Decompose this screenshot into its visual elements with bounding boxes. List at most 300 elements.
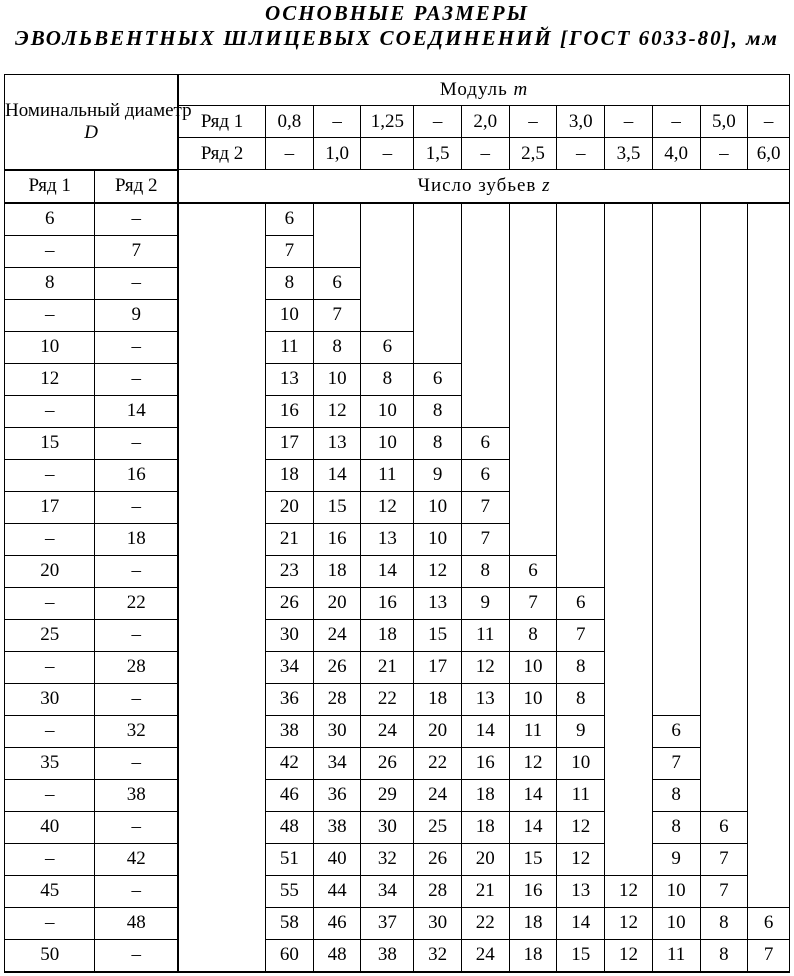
module-value: 0,8 — [265, 106, 313, 138]
teeth-count-cell: 24 — [461, 939, 509, 972]
teeth-count-cell: 7 — [748, 939, 790, 972]
diameter-row2-value: – — [95, 683, 178, 715]
spacer-cell — [178, 203, 265, 236]
nominal-diameter-header — [5, 75, 192, 170]
teeth-count-cell — [605, 683, 653, 715]
teeth-count-cell — [461, 267, 509, 299]
teeth-count-cell — [748, 683, 790, 715]
teeth-count-cell: 7 — [509, 587, 557, 619]
module-symbol: m — [513, 79, 529, 100]
teeth-count-cell — [605, 715, 653, 747]
teeth-count-cell: 12 — [605, 875, 653, 907]
teeth-count-cell: 6 — [652, 715, 700, 747]
diameter-row1-value: 15 — [5, 427, 95, 459]
teeth-count-cell: 14 — [313, 459, 361, 491]
teeth-count-symbol: z — [542, 174, 551, 196]
teeth-count-cell — [652, 363, 700, 395]
teeth-count-cell: 18 — [461, 779, 509, 811]
module-value: – — [652, 106, 700, 138]
teeth-count-cell: 15 — [414, 619, 462, 651]
spacer-cell — [178, 619, 265, 651]
teeth-count-cell — [605, 459, 653, 491]
teeth-count-cell: 7 — [700, 875, 748, 907]
diameter-row1-value: 35 — [5, 747, 95, 779]
teeth-count-cell — [557, 299, 605, 331]
teeth-count-cell: 12 — [361, 491, 414, 523]
teeth-count-cell: 34 — [265, 651, 313, 683]
module-value: – — [461, 138, 509, 170]
teeth-count-cell: 18 — [313, 555, 361, 587]
spacer-cell — [178, 235, 265, 267]
teeth-count-cell — [605, 235, 653, 267]
diameter-row2-value: – — [95, 363, 178, 395]
teeth-count-cell: 8 — [509, 619, 557, 651]
teeth-count-cell: 51 — [265, 843, 313, 875]
teeth-count-cell: 58 — [265, 907, 313, 939]
teeth-count-cell — [700, 779, 748, 811]
module-value: – — [509, 106, 557, 138]
teeth-count-cell — [509, 363, 557, 395]
teeth-count-cell: 6 — [265, 203, 313, 236]
teeth-count-cell: 20 — [313, 587, 361, 619]
module-value: – — [605, 106, 653, 138]
teeth-count-cell: 11 — [652, 939, 700, 972]
spacer-cell — [178, 651, 265, 683]
teeth-count-cell: 12 — [605, 907, 653, 939]
teeth-count-cell: 21 — [461, 875, 509, 907]
spacer-cell — [178, 843, 265, 875]
teeth-count-cell: 20 — [414, 715, 462, 747]
teeth-count-cell — [361, 235, 414, 267]
diameter-row1-value: – — [5, 779, 95, 811]
teeth-count-cell — [700, 587, 748, 619]
diameter-row1-value: – — [5, 395, 95, 427]
teeth-count-cell — [700, 747, 748, 779]
table-row — [5, 299, 790, 331]
teeth-count-cell — [700, 651, 748, 683]
teeth-count-cell — [605, 747, 653, 779]
teeth-count-cell: 26 — [414, 843, 462, 875]
diameter-row2-value: – — [95, 555, 178, 587]
teeth-count-cell: 36 — [313, 779, 361, 811]
module-value: – — [748, 106, 790, 138]
table-row — [5, 747, 790, 779]
teeth-count-cell — [748, 715, 790, 747]
teeth-count-cell: 12 — [605, 939, 653, 972]
teeth-count-cell: 8 — [652, 779, 700, 811]
teeth-count-cell: 8 — [652, 811, 700, 843]
diameter-row1-value: 8 — [5, 267, 95, 299]
teeth-count-cell — [748, 395, 790, 427]
diameter-row1-value: 10 — [5, 331, 95, 363]
teeth-count-cell: 8 — [361, 363, 414, 395]
teeth-count-cell: 34 — [361, 875, 414, 907]
teeth-count-cell: 10 — [509, 683, 557, 715]
teeth-count-cell — [509, 203, 557, 236]
teeth-count-cell — [700, 299, 748, 331]
teeth-count-cell — [509, 235, 557, 267]
table-title-line2: ЭВОЛЬВЕНТНЫХ ШЛИЦЕВЫХ СОЕДИНЕНИЙ [ГОСТ 6033-80], мм — [15, 26, 779, 50]
teeth-count-cell — [652, 555, 700, 587]
teeth-count-cell: 12 — [461, 651, 509, 683]
teeth-count-cell — [700, 203, 748, 236]
teeth-count-cell: 6 — [700, 811, 748, 843]
teeth-count-cell — [652, 395, 700, 427]
module-value: – — [700, 138, 748, 170]
teeth-count-cell: 9 — [414, 459, 462, 491]
module-value: 2,0 — [461, 106, 509, 138]
teeth-count-cell — [361, 203, 414, 236]
teeth-count-cell — [652, 267, 700, 299]
teeth-count-cell — [748, 267, 790, 299]
teeth-count-cell: 16 — [361, 587, 414, 619]
table-row — [5, 491, 790, 523]
table-row — [5, 267, 790, 299]
teeth-count-cell — [652, 459, 700, 491]
teeth-count-cell: 8 — [461, 555, 509, 587]
module-value: – — [557, 138, 605, 170]
teeth-count-cell — [414, 203, 462, 236]
teeth-count-cell: 17 — [414, 651, 462, 683]
teeth-count-cell: 25 — [414, 811, 462, 843]
teeth-count-cell: 26 — [361, 747, 414, 779]
teeth-count-cell — [509, 299, 557, 331]
teeth-count-cell: 18 — [509, 939, 557, 972]
teeth-count-cell — [557, 203, 605, 236]
teeth-count-cell — [605, 267, 653, 299]
teeth-count-cell — [748, 523, 790, 555]
teeth-count-cell: 9 — [461, 587, 509, 619]
diameter-row1-value: 25 — [5, 619, 95, 651]
teeth-count-cell: 13 — [313, 427, 361, 459]
nominal-diameter-symbol: D — [84, 121, 98, 143]
diameter-row1-value: – — [5, 523, 95, 555]
teeth-count-cell: 26 — [265, 587, 313, 619]
teeth-count-cell — [700, 619, 748, 651]
module-label: Модуль — [439, 79, 508, 100]
teeth-count-cell: 46 — [313, 907, 361, 939]
table-row — [5, 779, 790, 811]
teeth-count-cell — [700, 235, 748, 267]
teeth-count-cell — [748, 555, 790, 587]
teeth-count-cell: 38 — [265, 715, 313, 747]
teeth-count-cell: 34 — [313, 747, 361, 779]
teeth-count-cell: 12 — [414, 555, 462, 587]
teeth-count-cell: 7 — [461, 491, 509, 523]
teeth-count-cell: 48 — [265, 811, 313, 843]
teeth-count-cell: 10 — [265, 299, 313, 331]
spacer-cell — [178, 779, 265, 811]
teeth-count-cell: 7 — [265, 235, 313, 267]
table-row — [5, 331, 790, 363]
teeth-count-cell: 6 — [361, 331, 414, 363]
teeth-count-cell — [414, 299, 462, 331]
teeth-count-cell: 12 — [557, 811, 605, 843]
table-row — [5, 587, 790, 619]
table-row — [5, 875, 790, 907]
teeth-count-cell: 7 — [313, 299, 361, 331]
diameter-row2-value: – — [95, 331, 178, 363]
teeth-count-cell — [652, 299, 700, 331]
teeth-count-cell: 15 — [313, 491, 361, 523]
teeth-count-cell: 32 — [414, 939, 462, 972]
diameter-row2-value: 18 — [95, 523, 178, 555]
module-row2-label: Ряд 2 — [178, 138, 265, 170]
teeth-count-cell — [605, 491, 653, 523]
diameter-row2-value: – — [95, 939, 178, 972]
teeth-count-cell — [605, 299, 653, 331]
teeth-count-cell — [700, 555, 748, 587]
spacer-cell — [178, 811, 265, 843]
teeth-count-cell — [313, 235, 361, 267]
teeth-count-cell: 8 — [414, 395, 462, 427]
teeth-count-cell — [748, 299, 790, 331]
module-value: 1,5 — [414, 138, 462, 170]
diameter-row2-value: – — [95, 427, 178, 459]
teeth-count-cell — [605, 555, 653, 587]
diameter-row1-value: 12 — [5, 363, 95, 395]
module-value: 5,0 — [700, 106, 748, 138]
diameter-row1-value: 20 — [5, 555, 95, 587]
diameter-row2-value: 48 — [95, 907, 178, 939]
spacer-cell — [178, 427, 265, 459]
teeth-count-cell: 28 — [313, 683, 361, 715]
teeth-count-cell — [748, 363, 790, 395]
teeth-count-cell: 22 — [414, 747, 462, 779]
teeth-count-cell: 15 — [557, 939, 605, 972]
teeth-count-cell: 22 — [461, 907, 509, 939]
teeth-count-cell: 14 — [509, 779, 557, 811]
teeth-count-cell: 8 — [265, 267, 313, 299]
table-row — [5, 395, 790, 427]
teeth-count-cell: 10 — [652, 875, 700, 907]
teeth-count-cell: 18 — [265, 459, 313, 491]
teeth-count-cell: 26 — [313, 651, 361, 683]
diameter-row2-value: 22 — [95, 587, 178, 619]
teeth-count-cell — [605, 779, 653, 811]
teeth-count-cell: 10 — [414, 523, 462, 555]
spacer-cell — [178, 299, 265, 331]
table-row — [5, 683, 790, 715]
teeth-count-cell — [652, 491, 700, 523]
teeth-count-cell — [557, 459, 605, 491]
teeth-count-cell: 12 — [509, 747, 557, 779]
teeth-count-cell — [700, 427, 748, 459]
spacer-cell — [178, 683, 265, 715]
diameter-row2-value: 14 — [95, 395, 178, 427]
teeth-count-cell — [605, 331, 653, 363]
teeth-count-header — [178, 170, 789, 203]
teeth-count-cell: 8 — [700, 939, 748, 972]
teeth-count-cell: 14 — [361, 555, 414, 587]
teeth-count-cell: 21 — [361, 651, 414, 683]
diameter-row1-header: Ряд 1 — [5, 170, 95, 203]
teeth-count-cell — [748, 747, 790, 779]
spacer-cell — [178, 491, 265, 523]
teeth-count-cell — [652, 683, 700, 715]
table-row — [5, 459, 790, 491]
teeth-count-cell — [748, 875, 790, 907]
diameter-row1-value: – — [5, 651, 95, 683]
table-row — [5, 843, 790, 875]
module-value: 2,5 — [509, 138, 557, 170]
diameter-row2-header: Ряд 2 — [95, 170, 178, 203]
teeth-count-cell — [748, 619, 790, 651]
teeth-count-cell: 8 — [557, 651, 605, 683]
diameter-row2-value: 32 — [95, 715, 178, 747]
table-row — [5, 619, 790, 651]
spacer-cell — [178, 555, 265, 587]
teeth-count-cell — [748, 811, 790, 843]
module-value: – — [313, 106, 361, 138]
spacer-cell — [178, 331, 265, 363]
table-row — [5, 651, 790, 683]
teeth-count-cell: 11 — [509, 715, 557, 747]
table-row — [5, 715, 790, 747]
teeth-count-cell: 13 — [265, 363, 313, 395]
teeth-count-cell — [414, 267, 462, 299]
teeth-count-cell — [700, 459, 748, 491]
diameter-row2-value: – — [95, 619, 178, 651]
teeth-count-cell: 23 — [265, 555, 313, 587]
table-row — [5, 939, 790, 972]
teeth-count-cell — [700, 363, 748, 395]
teeth-count-cell — [652, 331, 700, 363]
diameter-row2-value: 7 — [95, 235, 178, 267]
table-row — [5, 363, 790, 395]
spacer-cell — [178, 875, 265, 907]
teeth-count-cell — [652, 235, 700, 267]
teeth-count-cell — [605, 843, 653, 875]
module-value: 1,25 — [361, 106, 414, 138]
teeth-count-cell: 15 — [509, 843, 557, 875]
teeth-count-cell — [700, 267, 748, 299]
teeth-count-cell: 42 — [265, 747, 313, 779]
teeth-count-cell: 8 — [700, 907, 748, 939]
teeth-count-cell — [557, 427, 605, 459]
teeth-count-cell — [748, 203, 790, 236]
teeth-count-cell: 9 — [652, 843, 700, 875]
teeth-count-cell: 11 — [265, 331, 313, 363]
diameter-row2-value: – — [95, 267, 178, 299]
teeth-count-cell — [605, 395, 653, 427]
teeth-count-cell: 60 — [265, 939, 313, 972]
teeth-count-cell: 18 — [461, 811, 509, 843]
table-row — [5, 203, 790, 236]
teeth-count-cell: 8 — [313, 331, 361, 363]
teeth-count-cell — [557, 267, 605, 299]
teeth-count-cell: 10 — [509, 651, 557, 683]
teeth-count-cell — [461, 203, 509, 236]
diameter-row1-value: – — [5, 843, 95, 875]
teeth-count-cell — [509, 427, 557, 459]
teeth-count-cell: 6 — [509, 555, 557, 587]
teeth-count-cell: 10 — [361, 395, 414, 427]
teeth-count-cell: 37 — [361, 907, 414, 939]
teeth-count-cell — [557, 331, 605, 363]
teeth-count-cell: 30 — [414, 907, 462, 939]
teeth-count-cell: 6 — [414, 363, 462, 395]
diameter-row2-value: – — [95, 811, 178, 843]
table-row — [5, 555, 790, 587]
teeth-count-cell — [700, 491, 748, 523]
spacer-cell — [178, 395, 265, 427]
teeth-count-cell: 12 — [557, 843, 605, 875]
teeth-count-cell — [557, 363, 605, 395]
spacer-cell — [178, 715, 265, 747]
spacer-cell — [178, 267, 265, 299]
teeth-count-cell — [557, 491, 605, 523]
teeth-count-cell: 24 — [414, 779, 462, 811]
diameter-row2-value: 38 — [95, 779, 178, 811]
spacer-cell — [178, 459, 265, 491]
teeth-count-cell — [652, 587, 700, 619]
diameter-row1-value: – — [5, 715, 95, 747]
diameter-row1-value: 45 — [5, 875, 95, 907]
spacer-cell — [178, 523, 265, 555]
teeth-count-cell: 10 — [557, 747, 605, 779]
teeth-count-cell — [509, 491, 557, 523]
diameter-row1-value: 50 — [5, 939, 95, 972]
teeth-count-cell: 20 — [265, 491, 313, 523]
teeth-count-cell — [748, 427, 790, 459]
teeth-count-cell: 14 — [461, 715, 509, 747]
diameter-row1-value: – — [5, 587, 95, 619]
teeth-count-cell: 24 — [361, 715, 414, 747]
diameter-row2-value: – — [95, 491, 178, 523]
module-value: – — [361, 138, 414, 170]
teeth-count-cell — [509, 395, 557, 427]
diameter-row1-value: 6 — [5, 203, 95, 236]
teeth-count-cell: 12 — [313, 395, 361, 427]
teeth-count-cell — [605, 523, 653, 555]
diameter-row1-value: – — [5, 907, 95, 939]
teeth-count-cell: 18 — [414, 683, 462, 715]
teeth-count-cell — [605, 363, 653, 395]
teeth-count-cell — [605, 619, 653, 651]
teeth-count-cell: 32 — [361, 843, 414, 875]
teeth-count-cell: 20 — [461, 843, 509, 875]
teeth-count-cell — [605, 203, 653, 236]
diameter-row1-value: 17 — [5, 491, 95, 523]
diameter-row2-value: 42 — [95, 843, 178, 875]
teeth-count-cell: 46 — [265, 779, 313, 811]
teeth-count-cell: 10 — [313, 363, 361, 395]
teeth-count-cell: 38 — [361, 939, 414, 972]
diameter-row2-value: 28 — [95, 651, 178, 683]
teeth-count-cell — [361, 299, 414, 331]
teeth-count-cell — [461, 299, 509, 331]
table-title-line1: ОСНОВНЫЕ РАЗМЕРЫ — [265, 1, 529, 25]
teeth-count-cell — [557, 523, 605, 555]
module-value: 3,5 — [605, 138, 653, 170]
teeth-count-cell — [509, 523, 557, 555]
teeth-count-cell — [748, 491, 790, 523]
teeth-count-cell: 16 — [509, 875, 557, 907]
teeth-count-cell: 8 — [414, 427, 462, 459]
teeth-count-cell: 40 — [313, 843, 361, 875]
teeth-count-cell: 7 — [461, 523, 509, 555]
teeth-count-cell — [461, 363, 509, 395]
teeth-count-cell: 10 — [414, 491, 462, 523]
diameter-row2-value: 9 — [95, 299, 178, 331]
teeth-count-cell — [461, 235, 509, 267]
teeth-count-cell — [461, 331, 509, 363]
teeth-count-cell: 7 — [652, 747, 700, 779]
teeth-count-cell: 55 — [265, 875, 313, 907]
teeth-count-cell — [509, 459, 557, 491]
teeth-count-cell: 6 — [313, 267, 361, 299]
